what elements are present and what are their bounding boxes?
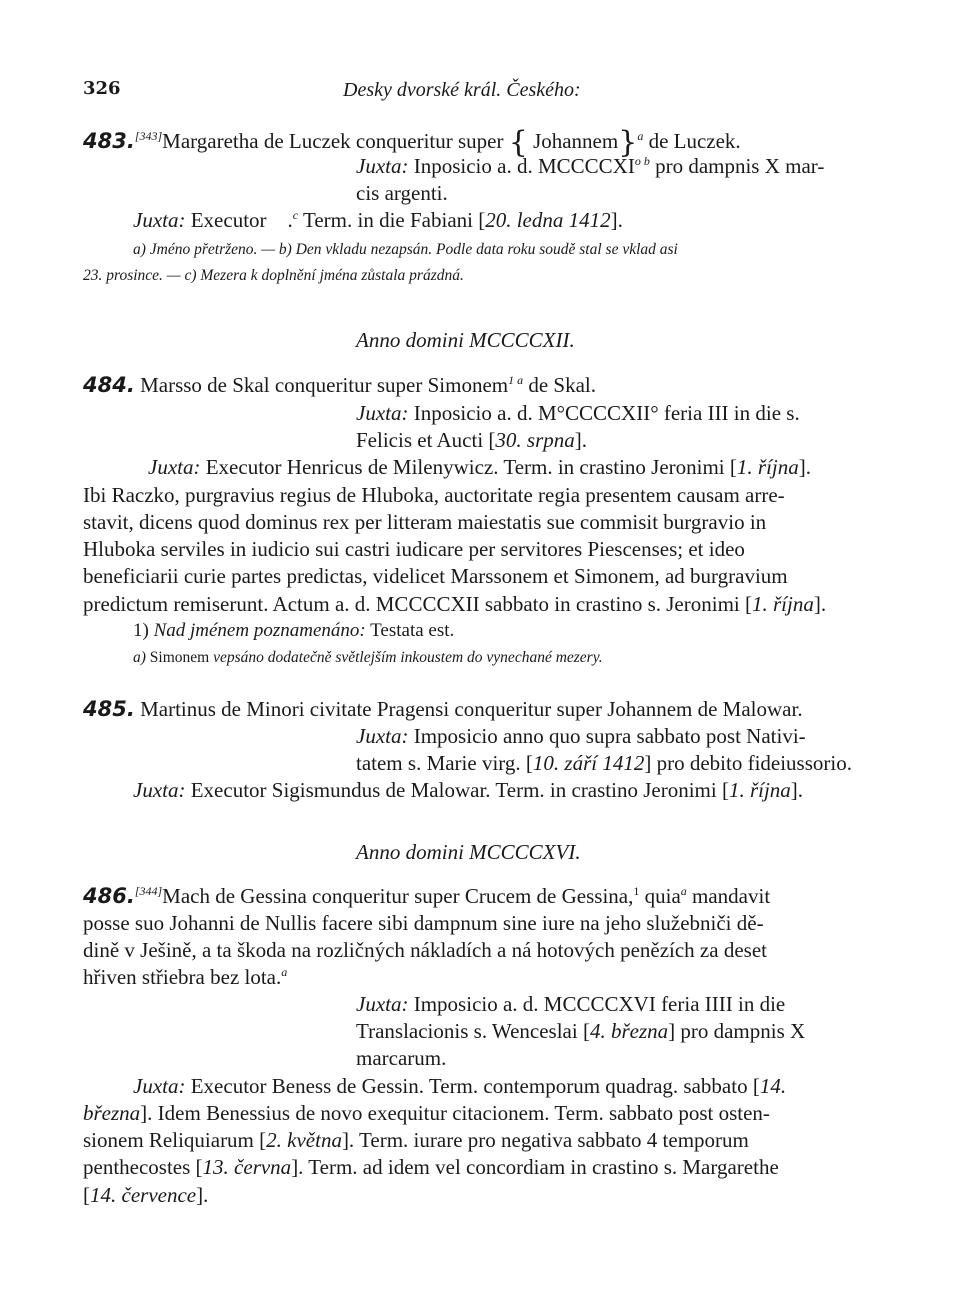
running-title: Desky dvorské král. Českého: [343, 79, 581, 101]
entry-486-line-8: Juxta: Executor Beness de Gessin. Term. contemporum quadrag. sabbato [14. [133, 1074, 787, 1098]
entry-484-para-4: beneficiarii curie partes predictas, videlicet Marssonem et Simonem, ad burgravium [83, 564, 788, 588]
entry-number: 484. [83, 373, 135, 397]
entry-486-line-5: Juxta: Imposicio a. d. MCCCCXVI feria IIII in die [356, 992, 786, 1016]
entry-485-line-1: 485. Martinus de Minori civitate Pragensi conqueritur super Johannem de Malowar. [83, 697, 803, 721]
entry-484-line-1: 484. Marsso de Skal conqueritur super Simonem$^{1 a}$ de Skal. [83, 373, 597, 397]
entry-number: 485. [83, 697, 135, 721]
entry-486-line-6: Translacionis s. Wenceslai [4. března] pro dampnis X [356, 1019, 806, 1043]
entry-484-para-3: Hluboka serviles in iudicio sui castri iudicare per servitores Piescenses; et ideo [83, 537, 745, 561]
page-number: 326 [83, 78, 121, 99]
year-heading: Anno domini MCCCCXII. [356, 328, 575, 352]
entry-484-line-4: Juxta: Executor Henricus de Milenywicz. Term. in crastino Jeronimi [1. října]. [148, 455, 811, 479]
year-heading: Anno domini MCCCCXVI. [356, 840, 581, 864]
footnote-483-b: 23. prosince. — c) Mezera k doplnění jména zůstala prázdná. [83, 267, 464, 284]
entry-485-line-4: Juxta: Executor Sigismundus de Malowar. Term. in crastino Jeronimi [1. října]. [133, 778, 804, 802]
entry-484-para-5: predictum remiserunt. Actum a. d. MCCCCXII sabbato in crastino s. Jeronimi [1. října]. [83, 592, 827, 616]
entry-ref: [344] [134, 884, 163, 898]
entry-485-line-2: Juxta: Imposicio anno quo supra sabbato post Nativi- [356, 724, 806, 748]
footnote-484-1: 1) Nad jménem poznamenáno: Testata est. [133, 620, 455, 641]
entry-485-line-3: tatem s. Marie virg. [10. září 1412] pro debito fideiussorio. [356, 751, 852, 775]
entry-484-line-2: Juxta: Inposicio a. d. M°CCCCXII° feria III in die s. [356, 401, 800, 425]
entry-486-line-1: 486.[344]Mach de Gessina conqueritur super Crucem de Gessina,$^1$ quia$^a$ mandavit [83, 884, 771, 908]
entry-486-line-4: hřiven střiebra bez lota.$^a$ [83, 965, 288, 989]
entry-483-line-3: cis argenti. [356, 181, 448, 205]
entry-483-line-2: Juxta: Inposicio a. d. $MCCCCXI^{o b}$ pro dampnis X mar- [356, 154, 825, 178]
entry-483-line-4: Juxta: Executor .$^c$ Term. in die Fabiani [20. ledna 1412]. [133, 208, 623, 232]
entry-486-line-2: posse suo Johanni de Nullis facere sibi dampnum sine iure na jeho služebniči dě- [83, 911, 764, 935]
entry-484-line-3: Felicis et Aucti [30. srpna]. [356, 428, 588, 452]
entry-486-line-7: marcarum. [356, 1046, 447, 1070]
entry-486-line-3: dině v Ješině, a ta škoda na rozličných nákladích a ná hotových penězích za deset [83, 938, 767, 962]
entry-486-line-12: [14. července]. [83, 1183, 209, 1207]
entry-number: 486. [83, 884, 135, 908]
entry-ref: [343] [134, 129, 163, 143]
entry-486-line-10: sionem Reliquiarum [2. května]. Term. iurare pro negativa sabbato 4 temporum [83, 1128, 749, 1152]
entry-484-para-1: Ibi Raczko, purgravius regius de Hluboka, auctoritate regia presentem causam arre- [83, 483, 785, 507]
footnote-483-a: a) Jméno přetrženo. — b) Den vkladu nezapsán. Podle data roku soudě stal se vklad asi [133, 241, 678, 258]
entry-number: 483. [83, 129, 135, 153]
entry-484-para-2: stavit, dicens quod dominus rex per litteram maiestatis sue commisit burgravio in [83, 510, 767, 534]
entry-486-line-9: března]. Idem Benessius de novo exequitur citacionem. Term. sabbato post osten- [83, 1101, 770, 1125]
footnote-484-a: a) Simonem vepsáno dodatečně světlejším inkoustem do vynechané mezery. [133, 649, 603, 666]
entry-486-line-11: penthecostes [13. června]. Term. ad idem vel concordiam in crastino s. Margarethe [83, 1155, 779, 1179]
entry-483-line-1: 483.[343]Margaretha de Luczek conqueritur super { Johannem}$^a$ de Luczek. [83, 125, 741, 160]
